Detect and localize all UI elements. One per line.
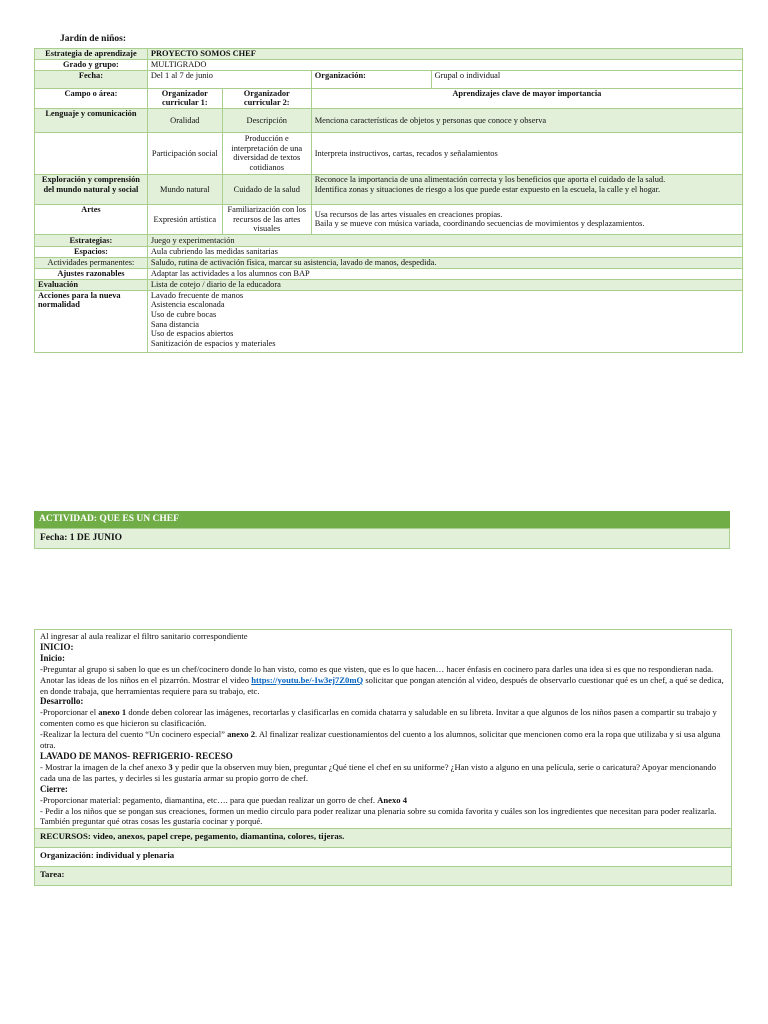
action-item: Uso de espacios abiertos xyxy=(150,329,234,339)
organizer-2: Familiarización con los recursos de las artes visuales xyxy=(222,204,311,234)
d1-text-b: donde deben colorear las imágenes, recortarlas y clasificarlas en comida chatarra y saludable en su libreta. Invitar a que algunos de los niños pasen a compartir su trabajo y comenten como es que hicieron su clasificación. xyxy=(40,707,717,729)
learning-text xyxy=(311,174,742,204)
actions-label: Acciones para la nueva normalidad xyxy=(35,290,148,352)
cierre-paragraph-2: - Pedir a los niños que se pongan sus creaciones, formen un medio circulo para poder realizar una plenaria sobre su comida favorita y cuáles son los ingredientes que necesitan para poder realizarla. También preguntar qué otras cosas les gustaría cocinar y porqué. xyxy=(40,805,717,827)
field-name: Exploración y comprensión del mundo natural y social xyxy=(35,174,148,204)
col-org1-header: Organizador curricular 1: xyxy=(147,88,222,108)
permanent-value: Saludo, rutina de activación física, marcar su asistencia, lavado de manos, despedida. xyxy=(147,257,742,268)
date-row xyxy=(35,70,743,88)
action-item: Lavado frecuente de manos xyxy=(150,290,244,300)
anexo-1-ref: anexo 1 xyxy=(98,707,127,718)
learning-text: Menciona características de objetos y personas que conoce y observa xyxy=(311,108,742,132)
organizer-2: Cuidado de la salud xyxy=(222,174,311,204)
strategy-row xyxy=(35,49,743,60)
strategy-label: Estrategia de aprendizaje xyxy=(35,49,148,60)
learning-line-2: Baila y se mueve con música variada, coordinando secuencias de movimientos y desplazamientos. xyxy=(314,219,645,229)
planning-table xyxy=(34,48,743,353)
strategy-value: PROYECTO SOMOS CHEF xyxy=(147,49,742,60)
inicio-heading: Inicio: xyxy=(40,652,66,663)
d2-text-a: -Realizar la lectura del cuento “Un cocinero especial” xyxy=(40,729,228,740)
activity-sequence xyxy=(34,629,732,886)
field-row-language xyxy=(35,108,743,132)
learning-text xyxy=(311,204,742,234)
organizer-2: Descripción xyxy=(222,108,311,132)
c1-text-a: -Proporcionar material: pegamento, diamantina, etc…. para que puedan realizar un gorro de chef. xyxy=(40,794,378,805)
learning-line-1: Reconoce la importancia de una alimentación correcta y los beneficios que aporta el cuidado de la salud. xyxy=(314,174,666,184)
field-name xyxy=(35,132,148,174)
strategies-value: Juego y experimentación xyxy=(147,234,742,246)
field-row-exploration xyxy=(35,174,743,204)
actions-list xyxy=(147,290,742,352)
org-label: Organización: xyxy=(311,70,431,88)
action-item: Sanitización de espacios y materiales xyxy=(150,338,276,348)
strategies-row xyxy=(35,234,743,246)
organizer-1: Mundo natural xyxy=(147,174,222,204)
learning-text: Interpreta instructivos, cartas, recados y señalamientos xyxy=(311,132,742,174)
desarrollo-paragraph-1 xyxy=(40,707,726,729)
spaces-row xyxy=(35,246,743,257)
inicio-text-b: solicitar que pongan atención al video, después de observarlo cuestionar qué es un chef, a qué se dedica, en donde trabaja, que herramientas requiere para su trabajo, etc. xyxy=(40,674,724,696)
eval-value: Lista de cotejo / diario de la educadora xyxy=(147,279,742,290)
activity-date: Fecha: 1 DE JUNIO xyxy=(34,528,730,549)
school-label: Jardín de niños: xyxy=(60,34,126,44)
activity-title: ACTIVIDAD: QUE ES UN CHEF xyxy=(34,511,730,528)
spaces-value: Aula cubriendo las medidas sanitarias xyxy=(147,246,742,257)
action-item: Asistencia escalonada xyxy=(150,300,225,310)
strategies-label: Estrategias: xyxy=(35,234,148,246)
inicio-heading-caps: INICIO: xyxy=(40,641,74,652)
adjust-row xyxy=(35,268,743,279)
d3-text-b: y pedir que la observen muy bien, preguntar ¿Qué tiene el chef en su uniforme? ¿Han visto a alguno en una película, serie o caricatura? Apoyar mencionando cada una de las partes, y decirles si les gustaría armar su propio gorro de chef. xyxy=(40,761,717,783)
col-field-header: Campo o área: xyxy=(35,88,148,108)
cierre-paragraph-1 xyxy=(40,795,726,806)
intro-text: Al ingresar al aula realizar el filtro sanitario correspondiente xyxy=(40,631,248,641)
inicio-text-a: -Preguntar al grupo si saben lo que es un chef/cocinero donde lo han visto, como es que visten, que es lo que hacen… hacer énfasis en cocinero para darles una idea si es que no respondieran nada. Anotar las ideas de los niños en el pizarrón. Mostrar el video xyxy=(40,663,714,685)
adjust-value: Adaptar las actividades a los alumnos con BAP xyxy=(147,268,742,279)
d2-text-b: . Al finalizar realizar cuestionamientos del cuento a los alumnos, solicitar que mencionen como era la ropa que utilizaba y si usa alguna otra. xyxy=(40,729,721,751)
spaces-label: Espacios: xyxy=(35,246,148,257)
inicio-paragraph xyxy=(40,664,726,697)
homework-row: Tarea: xyxy=(35,866,731,885)
organizer-1: Oralidad xyxy=(147,108,222,132)
d1-text-a: -Proporcionar el xyxy=(40,707,99,718)
organizer-1: Participación social xyxy=(147,132,222,174)
field-name: Artes xyxy=(35,204,148,234)
actions-row xyxy=(35,290,743,352)
break-heading: LAVADO DE MANOS- REFRIGERIO- RECESO xyxy=(40,750,233,761)
permanent-label: Actividades permanentes: xyxy=(35,257,148,268)
adjust-label: Ajustes razonables xyxy=(35,268,148,279)
desarrollo-paragraph-2 xyxy=(40,729,726,751)
resources-row: RECURSOS: video, anexos, papel crepe, pegamento, diamantina, colores, tijeras. xyxy=(35,828,731,847)
desarrollo-heading: Desarrollo: xyxy=(40,696,84,707)
field-row-arts xyxy=(35,204,743,234)
field-name: Lenguaje y comunicación xyxy=(35,108,148,132)
organizer-1: Expresión artística xyxy=(147,204,222,234)
learning-line-1: Usa recursos de las artes visuales en creaciones propias. xyxy=(314,209,503,219)
grade-row xyxy=(35,60,743,71)
column-header-row xyxy=(35,88,743,108)
action-item: Uso de cubre bocas xyxy=(150,309,217,319)
anexo-2-ref: anexo 2 xyxy=(227,729,255,740)
field-row-participation xyxy=(35,132,743,174)
grade-label: Grado y grupo: xyxy=(35,60,148,71)
action-item: Sana distancia xyxy=(150,319,199,329)
video-link[interactable]: https://youtu.be/-Iw3ej7Z0mQ xyxy=(251,674,364,685)
desarrollo-paragraph-3 xyxy=(40,762,726,784)
date-value: Del 1 al 7 de junio xyxy=(147,70,311,88)
col-learning-header: Aprendizajes clave de mayor importancia xyxy=(311,88,742,108)
permanent-row xyxy=(35,257,743,268)
anexo-3-ref: 3 xyxy=(168,761,173,772)
org-value: Grupal o individual xyxy=(431,70,742,88)
date-label: Fecha: xyxy=(35,70,148,88)
sequence-body xyxy=(35,630,731,828)
learning-line-2: Identifica zonas y situaciones de riesgo a los que puede estar expuesto en la escuela, la calle y el hogar. xyxy=(314,184,661,194)
col-org2-header: Organizador curricular 2: xyxy=(222,88,311,108)
d3-text-a: - Mostrar la imagen de la chef anexo xyxy=(40,761,169,772)
anexo-4-ref: Anexo 4 xyxy=(377,794,408,805)
eval-row xyxy=(35,279,743,290)
activity-header xyxy=(34,511,730,549)
grade-value: MULTIGRADO xyxy=(147,60,742,71)
organizer-2: Producción e interpretación de una diversidad de textos cotidianos xyxy=(222,132,311,174)
eval-label: Evaluación xyxy=(35,279,148,290)
organization-row: Organización: individual y plenaria xyxy=(35,847,731,866)
cierre-heading: Cierre: xyxy=(40,783,68,794)
